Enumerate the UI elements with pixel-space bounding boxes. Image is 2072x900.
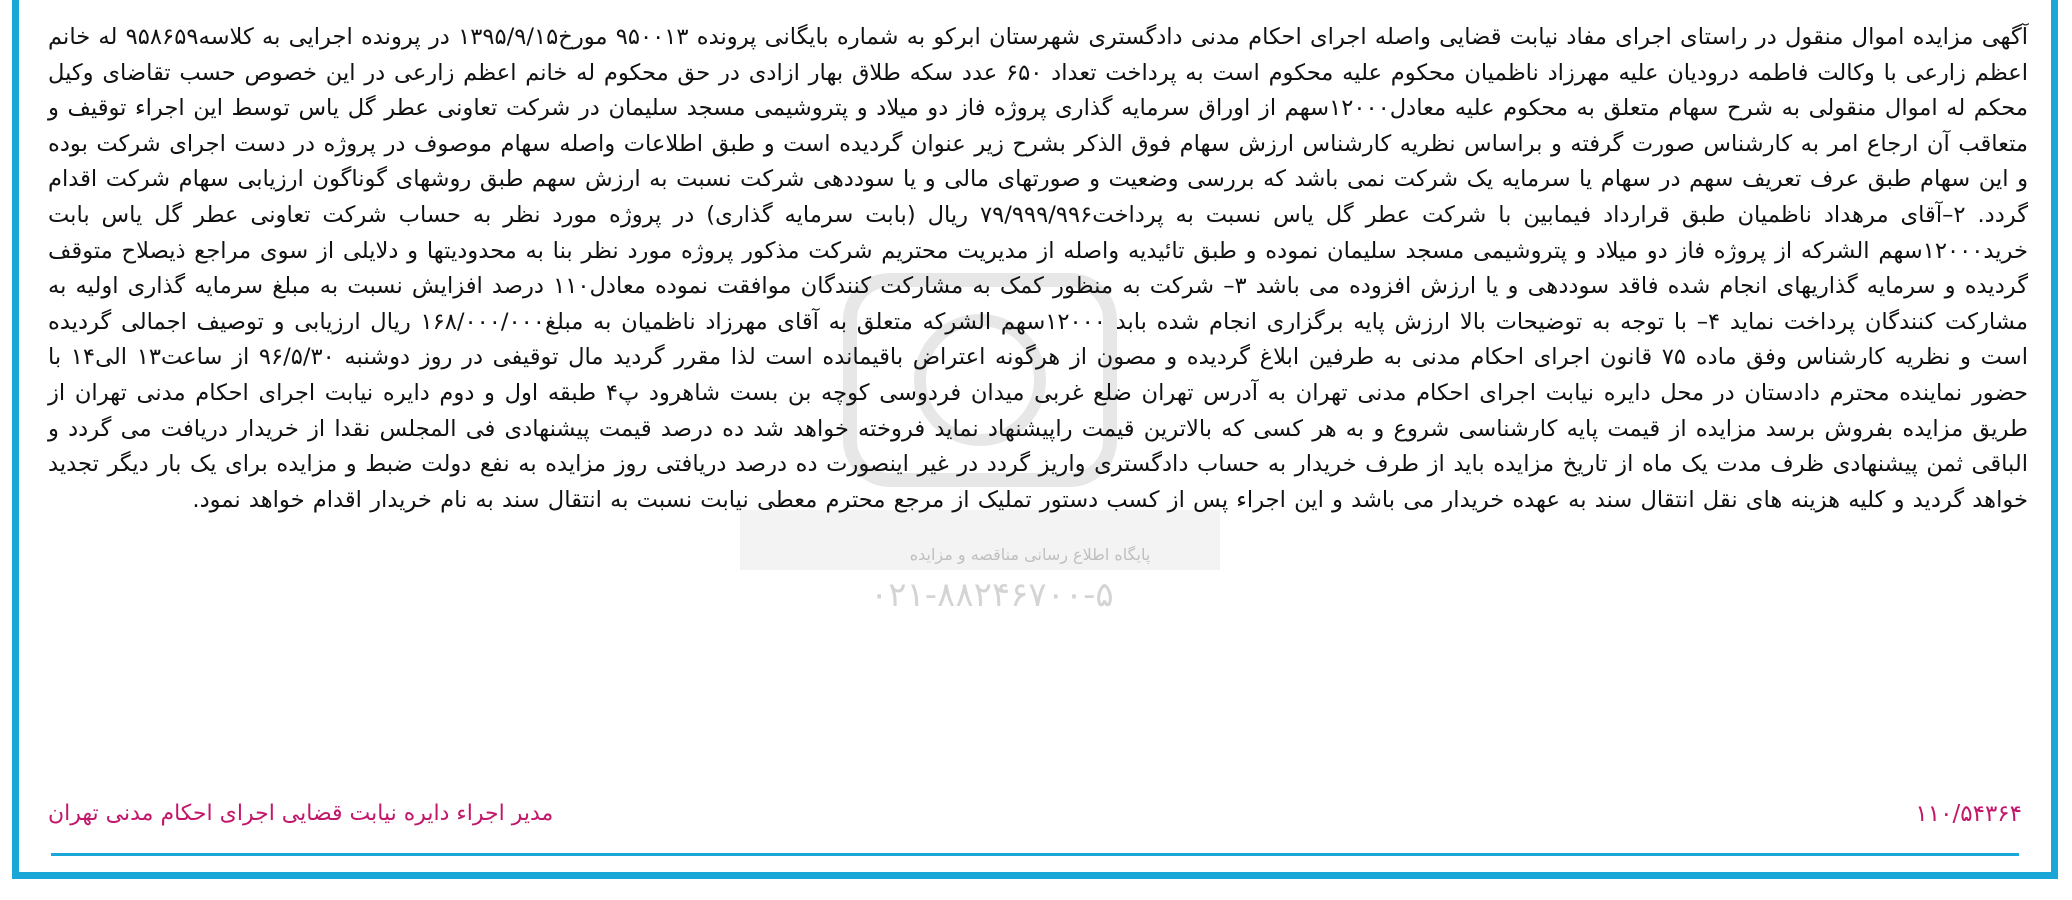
watermark-phone: ۰۲۱-۸۸۲۴۶۷۰۰-۵ — [870, 575, 1114, 615]
notice-body: آگهی مزایده اموال منقول در راستای اجرای مفاد نیابت قضایی واصله اجرای احکام مدنی دادگستری شهرستان ابرکو به شماره بایگانی پرونده ۹۵۰۰۱۳ مورخ۱۳۹۵/۹/۱۵ در پرونده اجرایی به کلاسه۹۵۸۶۵۹ له خانم اعظم زارعی با وکالت فاطمه درودیان علیه مهرزاد ناظمیان محکوم علیه محکوم است به پرداخت تعداد ۶۵۰ عدد سکه طلاق بهار ازادی در حق محکوم له خانم اعظم زارعی در این خصوص حسب تقاضای وکیل محکم له اموال منقولی به شرح سهام متعلق به محکوم علیه معادل۱۲۰۰۰سهم از اوراق سرمایه گذاری پروژه فاز دو میلاد و پتروشیمی مسجد سلیمان در شرکت تعاونی عطر گل یاس توسط این اجراء توقیف و متعاقب آن ارجاع امر به کارشناس صورت گرفته و براساس نظریه کارشناس ارزش سهام فوق الذکر بشرح زیر عنوان گردیده است و طبق اطلاعات واصله سهام موصوف در پروژه در دست اجرای شرکت بوده و این سهام طبق عرف تعریف سهم در سهام یا سرمایه یک شرکت نمی باشد که بررسی وضعیت و صورتهای مالی و یا سوددهی شرکت نسبت به ارزش سهم طبق روشهای گوناگون ارزیابی سهام شرکت اقدام گردد. ۲–آقای مرهداد ناظمیان طبق قرارداد فیمابین با شرکت عطر گل یاس نسبت به پرداخت۷۹/۹۹۹/۹۹۶ ریال (بابت سرمایه گذاری) در پروژه مورد نظر به حساب شرکت تعاونی عطر گل یاس بابت خرید۱۲۰۰۰سهم الشرکه از پروژه فاز دو میلاد و پتروشیمی مسجد سلیمان نموده و طبق تائیدیه واصله از مدیریت محتریم شرکت مذکور پروژه مورد نظر بنا به محدودیتها و دلایلی از سوی مراجع ذیصلاح متوقف گردیده و سرمایه گذاریهای انجام شده فاقد سوددهی و یا ارزش افزوده می باشد ۳– شرکت به منظور کمک به مشارکت کنندگان موافقت نموده معادل۱۱۰ درصد افزایش نسبت به مبلغ سرمایه گذاری اولیه به مشارکت کنندگان پرداخت نماید ۴– با توجه به توضیحات بالا ارزش پایه برگزاری انجام شده بابد ۱۲۰۰۰سهم الشرکه متعلق به آقای مهرزاد ناظمیان به مبلغ۱۶۸/۰۰۰/۰۰۰ ریال ارزیابی و توصیف اجمالی گردیده است و نظریه کارشناس وفق ماده ۷۵ قانون اجرای احکام مدنی به طرفین ابلاغ گردیده و مصون از هرگونه اعتراض باقیمانده است لذا مقرر گردید مال توقیفی در روز دوشنبه ۹۶/۵/۳۰ از ساعت۱۳ الی۱۴ با حضور نماینده محترم دادستان در محل دایره نیابت اجرای احکام مدنی تهران به آدرس تهران ضلع غربی میدان فردوسی کوچه بن بست شاهرود پ۴ طبقه اول و دوم دایره نیابت اجرای احکام مدنی تهران از طریق مزایده بفروش برسد مزایده از قیمت پایه کارشناسی شروع و به هر کسی که بالاترین قیمت راپیشنهاد نماید فروخته خواهد شد ده درصد قیمت پیشنهادی فی المجلس نقدا از خریدار دریافت می گردد و الباقی ثمن پیشنهادی ظرف مدت یک ماه از تاریخ مزایده باید از طرف خریدار به حساب دادگستری واریز گردد در غیر اینصورت ده درصد دریافتی روز مزایده به نفع دولت ضبط و مزایده برای یک بار دیگر تجدید خواهد گردید و کلیه هزینه های نقل انتقال سند به عهده خریدار می باشد و این اجراء پس از کسب دستور تملیک از مرجع محترم معطی نیابت نسبت به انتقال سند به نام خریدار اقدام خواهد نمود. — [48, 24, 2029, 513]
signature-line: مدیر اجراء دایره نیابت قضایی اجرای احکام مدنی تهران — [48, 801, 554, 826]
reference-number: ۱۱۰/۵۴۳۶۴ — [1915, 801, 2022, 827]
bottom-divider — [51, 853, 2019, 856]
watermark-caption: پایگاه اطلاع رسانی مناقصه و مزایده — [909, 545, 1151, 564]
